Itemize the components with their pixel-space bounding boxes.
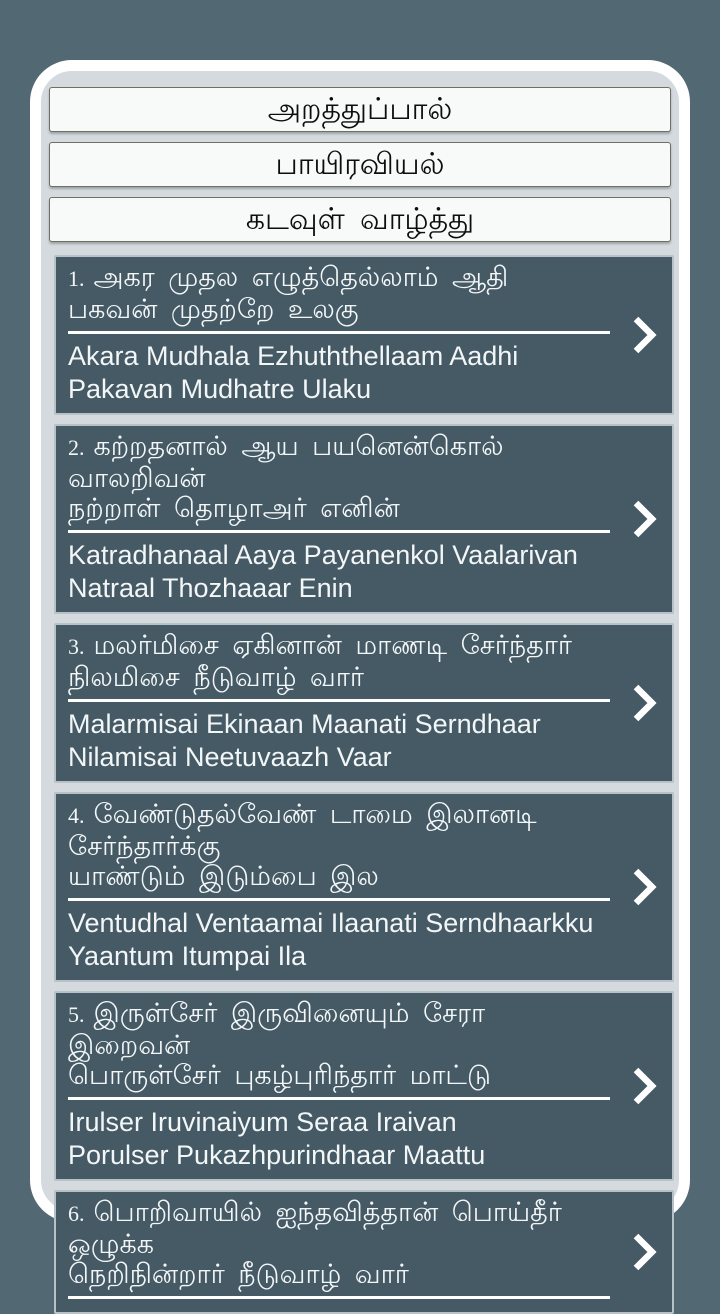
- kural-tamil-text: [68, 998, 672, 1090]
- transliteration-line: Yaantum Itumpai Ila: [68, 941, 307, 971]
- transliteration-line: Akara Mudhala Ezhuththellaam Aadhi: [68, 341, 519, 371]
- tamil-line: பொருள்சேர் புகழ்புரிந்தார் மாட்டு: [68, 1060, 491, 1090]
- content-panel: [30, 60, 690, 1289]
- tamil-line: யாண்டும் இடும்பை இல: [68, 861, 379, 891]
- tamil-line: 5. இருள்சேர் இருவினையும் சேரா: [68, 998, 486, 1028]
- tamil-line: 3. மலர்மிசை ஏகினான் மாணடி சேர்ந்தார்: [68, 630, 572, 660]
- tamil-line: நெறிநின்றார் நீடுவாழ் வார்: [68, 1259, 409, 1289]
- tamil-line: வாலறிவன்: [68, 463, 206, 493]
- chevron-right-icon[interactable]: [632, 1066, 657, 1106]
- tamil-line: 2. கற்றதனால் ஆய பயனென்கொல்: [68, 431, 504, 461]
- card-divider: [68, 1296, 610, 1299]
- tamil-line: 6. பொறிவாயில் ஐந்தவித்தான் பொய்தீர்: [68, 1197, 562, 1227]
- transliteration-line: Natraal Thozhaaar Enin: [68, 573, 353, 603]
- kural-card[interactable]: [54, 792, 674, 982]
- kural-transliteration: [68, 340, 672, 406]
- header-buttons: [41, 71, 679, 242]
- transliteration-line: Irulser Iruvinaiyum Seraa Iraivan: [68, 1107, 457, 1137]
- kural-transliteration: [68, 907, 672, 973]
- kural-transliteration: [68, 708, 672, 774]
- section-button-paayiraviyal[interactable]: பாயிரவியல்: [49, 142, 671, 187]
- tamil-line: 4. வேண்டுதல்வேண் டாமை இலானடி: [68, 799, 537, 829]
- verse-number: 3.: [68, 634, 85, 659]
- kural-card[interactable]: [54, 1190, 674, 1314]
- chevron-right-icon[interactable]: [632, 1232, 657, 1272]
- section-button-kadavul-vaazhthu[interactable]: கடவுள் வாழ்த்து: [49, 197, 671, 242]
- tamil-line: சேர்ந்தார்க்கு: [68, 831, 221, 861]
- kural-tamil-text: [68, 262, 672, 324]
- tamil-line: 1. அகர முதல எழுத்தெல்லாம் ஆதி: [68, 262, 509, 292]
- kural-card[interactable]: [54, 424, 674, 614]
- card-divider: [68, 1097, 610, 1100]
- transliteration-line: Malarmisai Ekinaan Maanati Serndhaar: [68, 709, 541, 739]
- kural-transliteration: [68, 539, 672, 605]
- kural-list: [41, 242, 679, 1314]
- kural-card[interactable]: [54, 623, 674, 783]
- transliteration-line: Katradhanaal Aaya Payanenkol Vaalarivan: [68, 540, 578, 570]
- chevron-right-icon[interactable]: [632, 683, 657, 723]
- chevron-right-icon[interactable]: [632, 315, 657, 355]
- verse-number: 2.: [68, 435, 85, 460]
- chevron-right-icon[interactable]: [632, 499, 657, 539]
- chevron-right-icon[interactable]: [632, 867, 657, 907]
- tamil-line: ஒழுக்க: [68, 1229, 155, 1259]
- transliteration-line: Porulser Pukazhpurindhaar Maattu: [68, 1140, 486, 1170]
- verse-number: 6.: [68, 1201, 85, 1226]
- kural-transliteration: [68, 1106, 672, 1172]
- card-divider: [68, 699, 610, 702]
- section-button-araththuppaal[interactable]: அறத்துப்பால்: [49, 87, 671, 132]
- kural-tamil-text: [68, 799, 672, 891]
- kural-tamil-text: [68, 1197, 672, 1289]
- kural-card[interactable]: [54, 255, 674, 415]
- tamil-line: இறைவன்: [68, 1030, 191, 1060]
- transliteration-line: Pakavan Mudhatre Ulaku: [68, 374, 372, 404]
- kural-card[interactable]: [54, 991, 674, 1181]
- card-divider: [68, 898, 610, 901]
- transliteration-line: Nilamisai Neetuvaazh Vaar: [68, 742, 392, 772]
- tamil-line: நிலமிசை நீடுவாழ் வார்: [68, 662, 364, 692]
- kural-tamil-text: [68, 431, 672, 523]
- kural-tamil-text: [68, 630, 672, 692]
- verse-number: 5.: [68, 1002, 85, 1027]
- card-divider: [68, 331, 610, 334]
- verse-number: 1.: [68, 266, 85, 291]
- tamil-line: நற்றாள் தொழாஅர் எனின்: [68, 493, 400, 523]
- card-divider: [68, 530, 610, 533]
- tamil-line: பகவன் முதற்றே உலகு: [68, 294, 359, 324]
- verse-number: 4.: [68, 803, 85, 828]
- transliteration-line: Ventudhal Ventaamai Ilaanati Serndhaarkku: [68, 908, 594, 938]
